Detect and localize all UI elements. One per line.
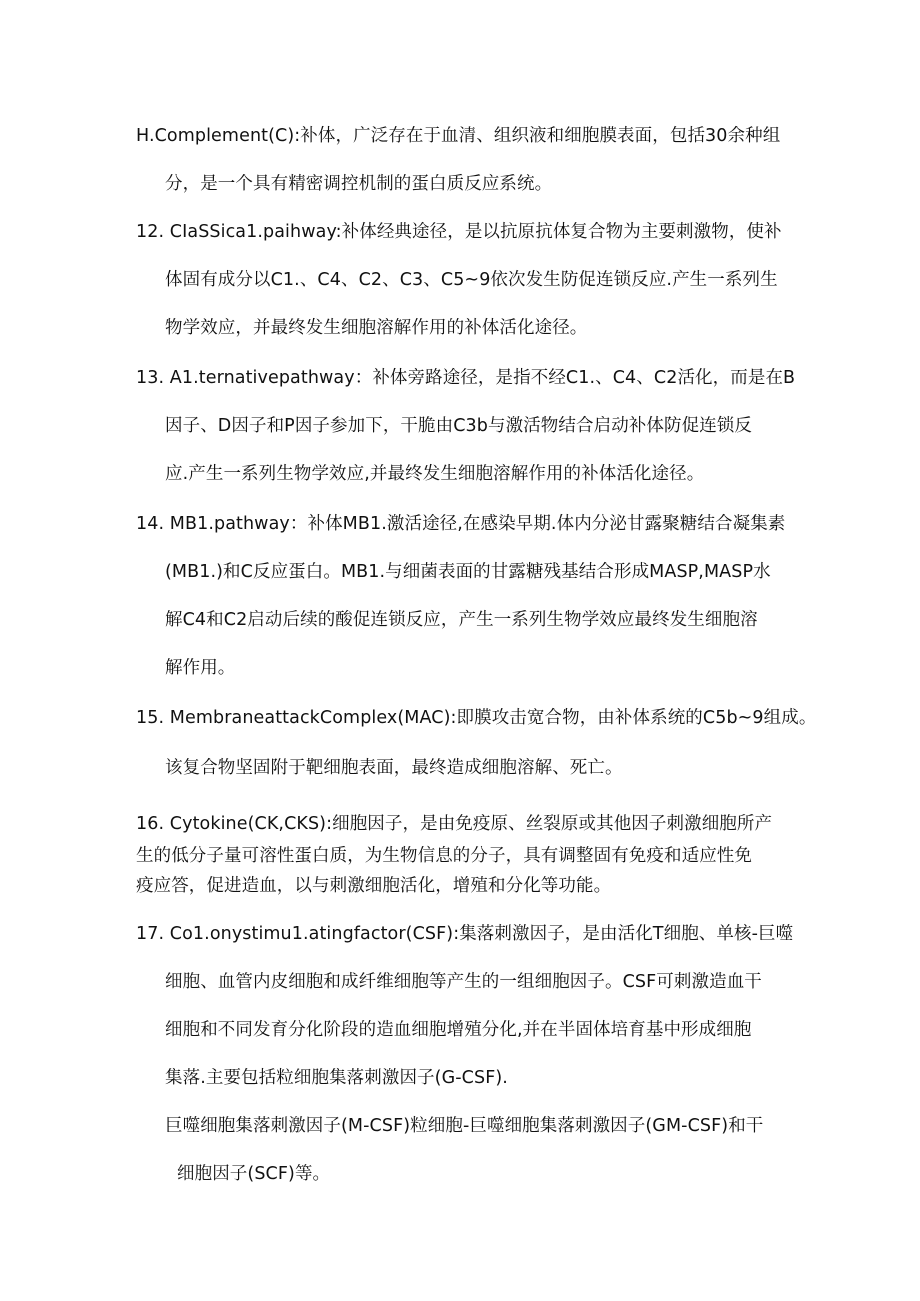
entry-13-line-2: 因子、D因子和P因子参加下，干脆由C3b与激活物结合启动补体防促连锁反 [165, 416, 752, 436]
entry-14-line-4: 解作用。 [165, 658, 236, 678]
entry-16-line-3: 疫应答，促进造血，以与刺激细胞活化，增殖和分化等功能。 [136, 876, 612, 896]
entry-16-line-2: 生的低分子量可溶性蛋白质，为生物信息的分子，具有调整固有免疫和适应性免 [136, 846, 752, 866]
entry-17-line-1: 17. Co1.onystimu1.atingfactor(CSF):集落刺激因子，是由活化T细胞、单核-巨噬 [136, 924, 794, 944]
entry-17-line-6: 细胞因子(SCF)等。 [177, 1164, 331, 1184]
entry-12-line-2: 体固有成分以C1.、C4、C2、C3、C5~9依次发生防促连锁反应.产生一系列生 [165, 270, 778, 290]
entry-15-line-1: 15. MembraneattackComplex(MAC):即膜攻击宽合物，由补体系统的C5b~9组成。 [136, 708, 817, 728]
entry-12-line-3: 物学效应，并最终发生细胞溶解作用的补体活化途径。 [165, 318, 588, 338]
entry-14-line-3: 解C4和C2启动后续的酸促连锁反应，产生一系列生物学效应最终发生细胞溶 [165, 610, 758, 630]
entry-11-line-1: H.Complement(C):补体，广泛存在于血清、组织液和细胞膜表面，包括30余种组 [136, 126, 781, 146]
entry-15-line-2: 该复合物坚固附于靶细胞表面，最终造成细胞溶解、死亡。 [165, 758, 623, 778]
entry-16-line-1: 16. Cytokine(CK,CKS):细胞因子，是由免疫原、丝裂原或其他因子刺激细胞所产 [136, 814, 773, 834]
entry-17-line-5: 巨噬细胞集落刺激因子(M-CSF)粒细胞-巨噬细胞集落刺激因子(GM-CSF)和干 [165, 1116, 764, 1136]
entry-17-line-2: 细胞、血管内皮细胞和成纤维细胞等产生的一组细胞因子。CSF可刺激造血干 [165, 972, 762, 992]
entry-17-line-4: 集落.主要包括粒细胞集落刺激因子(G-CSF). [165, 1068, 508, 1088]
entry-14-line-1: 14. MB1.pathway：补体MB1.激活途径,在感染早期.体内分泌甘露聚糖结合凝集素 [136, 514, 786, 534]
entry-12-line-1: 12. CIaSSica1.paihway:补体经典途径，是以抗原抗体复合物为主要刺激物，使补 [136, 222, 782, 242]
entry-14-line-2: (MB1.)和C反应蛋白。MB1.与细菌表面的甘露糖残基结合形成MASP,MASP水 [165, 562, 771, 582]
entry-13-line-1: 13. A1.ternativepathway：补体旁路途径，是指不经C1.、C4、C2活化，而是在B [136, 368, 796, 388]
entry-13-line-3: 应.产生一系列生物学效应,并最终发生细胞溶解作用的补体活化途径。 [165, 464, 705, 484]
entry-11-line-2: 分，是一个具有精密调控机制的蛋白质反应系统。 [165, 174, 553, 194]
entry-17-line-3: 细胞和不同发育分化阶段的造血细胞增殖分化,并在半固体培育基中形成细胞 [165, 1020, 752, 1040]
